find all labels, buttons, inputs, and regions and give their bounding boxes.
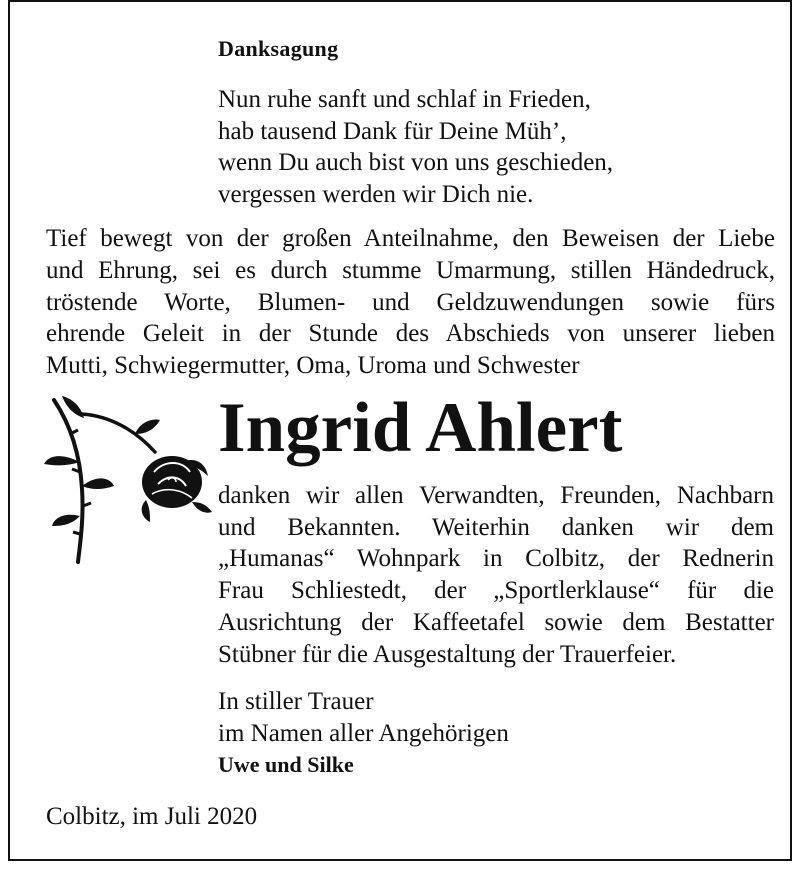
signature-block xyxy=(218,686,509,781)
poem-line: hab tausend Dank für Deine Müh’, xyxy=(218,117,567,145)
intro-line: Mutti, Schwiegermutter, Oma, Uroma und Schwester xyxy=(46,352,580,380)
signature-line: im Namen aller Angehörigen xyxy=(218,719,509,747)
rose-icon xyxy=(40,394,218,566)
thanks-line: und Bekannten. Weiterhin danken wir dem xyxy=(218,513,774,541)
notice-heading: Danksagung xyxy=(218,36,339,61)
intro-line: ehrende Geleit in der Stunde des Abschieds von unserer lieben xyxy=(46,320,775,348)
signature-line: In stiller Trauer xyxy=(218,688,374,715)
thanks-line: Ausrichtung der Kaffeetafel sowie dem Bestatter xyxy=(218,608,774,636)
deceased-name: Ingrid Ahlert xyxy=(218,389,623,467)
poem-line: Nun ruhe sanft und schlaf in Frieden, xyxy=(218,86,591,113)
thanks-line: Stübner für die Ausgestaltung der Trauerfeier. xyxy=(218,640,677,668)
poem-line: wenn Du auch bist von uns geschieden, xyxy=(218,149,614,177)
notice-frame xyxy=(8,0,792,861)
poem xyxy=(218,84,613,211)
intro-paragraph xyxy=(46,223,775,382)
intro-line: tröstende Worte, Blumen- und Geldzuwendungen sowie fürs xyxy=(46,288,775,316)
poem-line: vergessen werden wir Dich nie. xyxy=(218,181,534,209)
place-date: Colbitz, im Juli 2020 xyxy=(46,803,258,830)
thanks-paragraph xyxy=(218,480,774,670)
thanks-line: „Humanas“ Wohnpark in Colbitz, der Rednerin xyxy=(218,545,774,573)
thanks-line: danken wir allen Verwandten, Freunden, Nachbarn xyxy=(218,482,774,509)
intro-line: und Ehrung, sei es durch stumme Umarmung, stillen Händedruck, xyxy=(46,256,775,284)
intro-line: Tief bewegt von der großen Anteilnahme, den Beweisen der Liebe xyxy=(46,225,775,252)
thanks-line: Frau Schliestedt, der „Sportlerklause“ für die xyxy=(218,577,774,605)
signature-names: Uwe und Silke xyxy=(218,752,354,778)
